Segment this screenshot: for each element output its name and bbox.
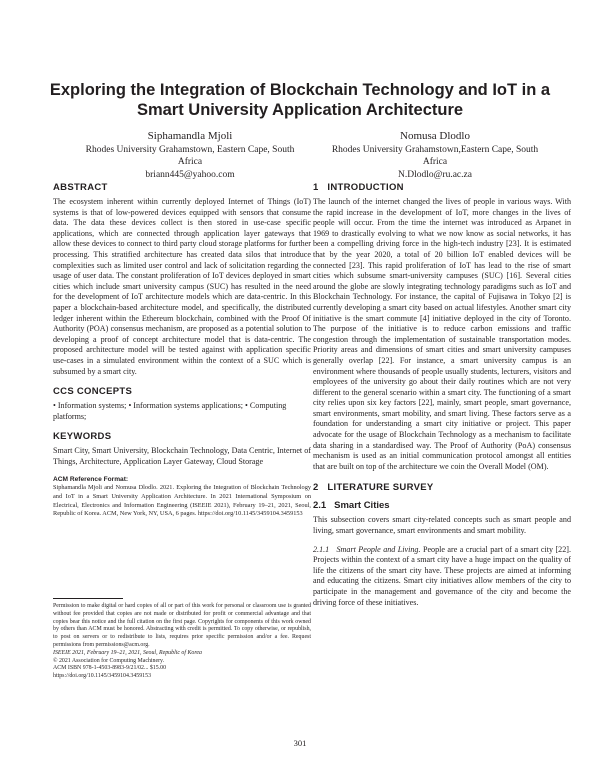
page-number: 301	[293, 738, 307, 748]
permission-block	[53, 603, 311, 681]
author-email: N.Dlodlo@ru.ac.za	[398, 170, 472, 180]
keywords-text: Smart City, Smart University, Blockchain Technology, Data Centric, Internet of Things, Architecture, Application Layer Gateway, Cloud Storage	[53, 446, 311, 466]
author-name: Siphamandla Mjoli	[147, 130, 233, 142]
abstract-text: The ecosystem inherent within currently deployed Internet of Things (IoT) systems is that of low-powered devices equipped with sensors that consume data. The data these devices collect is then stored in use-case specific applications, which are connected through application layer gateways that allow these devices to connect to third party cloud storage platforms for further processing. This stratified architecture has created data silos that introduce complexities such as limited user control and lack of solicitation regarding the usage of user data. The constant proliferation of IoT devices deployed in smart cities which include smart university campus (SUC) has resulted in the need for the development of IoT architecture models which are data-centric. In this paper a blockchain-based architecture model, and specifically, the distributed ledger inherent within the Ethereum blockchain, combined with the Proof Of Authority (POA) consensus mechanism, are proposed as a potential solution to developing a proof of concept architecture model that is data-centric. The proposed architecture model will be tested against with application specific use-cases in a simulated environment within the context of a SUC which is subsumed by a smart city.	[53, 197, 311, 376]
smart-people-text: People are a crucial part of a smart city [22]. Projects within the context of a smart city have a huge impact on the quality of life the citizens of the smart city have. These projects are aimed at informing and educating the citizens. Smart city initiatives allow members of the city to participate in the management and governance of the city and become the driving force of these initiatives.	[313, 544, 571, 607]
venue-line: ISEEIE 2021, February 19–21, 2021, Seoul, Republic of Korea	[53, 649, 202, 656]
paper-title: Exploring the Integration of Blockchain Technology and IoT in a Smart University Application Architecture	[49, 81, 551, 119]
left-column	[53, 182, 311, 519]
abstract-heading: ABSTRACT	[53, 182, 108, 193]
doi-line: https://doi.org/10.1145/3459104.3459153	[53, 673, 152, 680]
keywords-heading: KEYWORDS	[53, 431, 112, 443]
right-column	[313, 182, 571, 608]
acm-reference-text: Siphamandla Mjoli and Nomusa Dlodlo. 2021. Exploring the Integration of Blockchain Technology and IoT in a Smart University Application Architecture. In 2021 International Symposium on Electrical, Electronics and Information Engineering (ISEEIE 2021), February 19–21, 2021, Seoul, Republic of Korea. ACM, New York, NY, USA, 6 pages. https://doi.org/10.1145/3459104.3459153	[53, 484, 311, 518]
author-block-2	[325, 130, 545, 181]
literature-heading: 2 LITERATURE SURVEY	[313, 482, 434, 494]
ccs-text: • Information systems; • Information systems applications; • Computing platforms;	[53, 401, 287, 421]
author-affiliation: Rhodes University Grahamstown,Eastern Cape, South Africa	[331, 145, 539, 167]
smart-people-label: 2.1.1 Smart People and Living.	[313, 544, 421, 554]
isbn-line: ACM ISBN 978-1-4503-8983-9/21/02... $15.00	[53, 665, 167, 672]
smart-people-paragraph	[313, 545, 571, 609]
permission-text: Permission to make digital or hard copies of all or part of this work for personal or classroom use is granted without fee provided that copies are not made or distributed for profit or commercial advantage and that copies bear this notice and the full citation on the first page. Copyrights for components of this work owned by others than ACM must be honored. Abstracting with credit is permitted. To copy otherwise, or republish, to post on servers or to redistribute to lists, requires prior specific permission and/or a fee. Request permissions from permissions@acm.org.	[53, 603, 311, 648]
author-email: briann445@yahoo.com	[145, 170, 235, 180]
smart-cities-text: This subsection covers smart city-related concepts such as smart people and living, smart governance, smart environments and smart mobility.	[313, 515, 571, 536]
footnote-rule	[53, 598, 123, 599]
author-affiliation: Rhodes University Grahamstown, Eastern Cape, South Africa	[85, 145, 295, 167]
author-name: Nomusa Dlodlo	[400, 130, 470, 142]
introduction-text: The launch of the internet changed the lives of people in various ways. With the rapid increase in the development of IoT, more changes in the lives of people will occur. From the time the internet was introduced as Arpanet in 1969 to drastically evolving to what we now know as social networks, it has been a compelling driving force in the high-tech industry [23]. It is estimated that by the year 2020, a total of 20 billion IoT enabled devices will be connected [23]. This rapid proliferation of IoT has lead to the rise of smart cities which subsume smart-university campuses (SUC) [16]. Several cities around the globe are slowly integrating technology paradigms such as IoT and Blockchain Technology. For instance, the capital of Fujisawa in Tokyo [2] is currently developing a smart city based on actual lifestyles. Another smart city initiative is the smart commute [4] initiative deployed in the city of Toronto. The purpose of the initiative is to reduce carbon emissions and traffic congestion through the implementation of sustainable transportation modes. Priority areas and dimensions of smart cities and smart university campuses generally overlap [22]. For instance, a smart university campus is an environment where thousands of people usually students, lecturers, visitors and employees of the university go about their daily routines which are not very different to the general scenario within a smart city. The functioning of a smart city relies upon six key factors [22], mainly, smart people, smart governance, smart environments, smart mobility, and smart living. These factors serve as a foundation for understanding a smart city initiative or project. This paper advocate for the usage of Blockchain Technology as a mechanism to facilitate data sharing in a standardised way. The Proof of Authority (PoA) consensus mechanism is used as an initial communication protocol amongst all entities that are built on top of the architecture we coin the Overall Model (OM).	[313, 197, 571, 471]
smart-cities-heading: 2.1 Smart Cities	[313, 500, 390, 512]
acm-reference-heading: ACM Reference Format:	[53, 476, 129, 484]
ccs-heading: CCS CONCEPTS	[53, 386, 133, 398]
author-block-1	[80, 130, 300, 181]
copyright-line: © 2021 Association for Computing Machinery.	[53, 657, 165, 664]
introduction-heading: 1 INTRODUCTION	[313, 182, 404, 193]
